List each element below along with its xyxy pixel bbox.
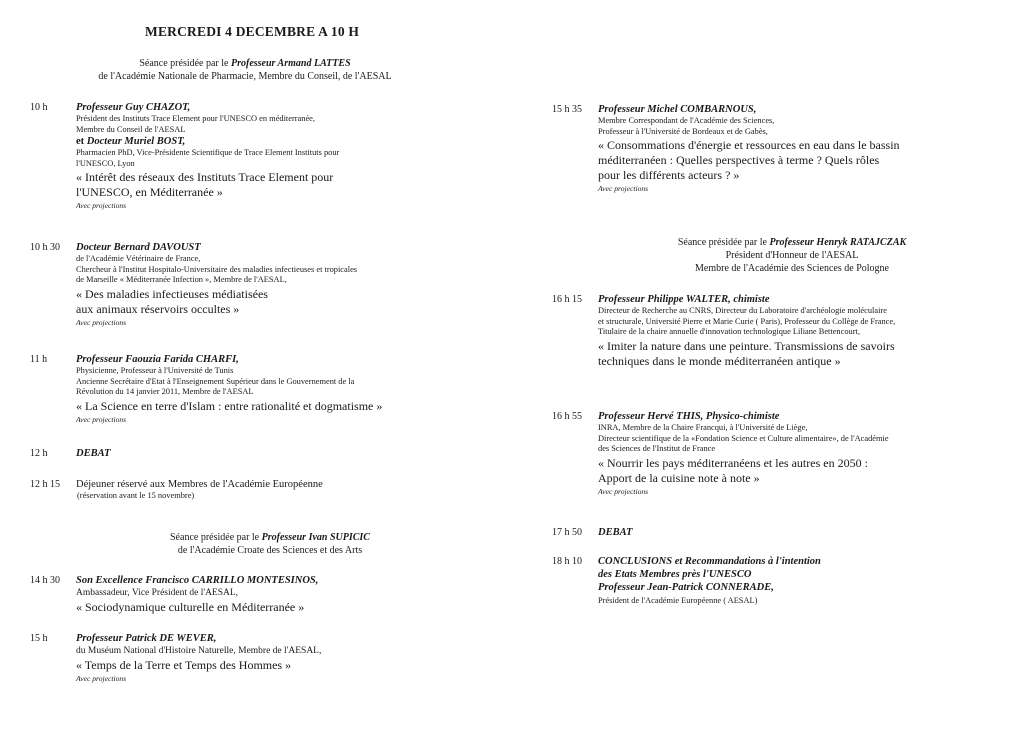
reservation-note: (réservation avant le 15 novembre) (77, 491, 195, 500)
speaker-affiliation: Pharmacien PhD, Vice-Présidente Scientifique de Trace Element Instituts pour (76, 148, 340, 157)
speaker-affiliation: Directeur de Recherche au CNRS, Directeur du Laboratoire d'archéologie moléculaire (598, 306, 887, 315)
slot-time: 12 h 15 (30, 479, 60, 490)
talk-title: « Consommations d'énergie et ressources en eau dans le bassin (598, 138, 900, 152)
slot-time: 12 h (30, 448, 48, 459)
projection-note: Avec projections (76, 674, 127, 683)
speaker-name: Professeur Patrick DE WEVER, (76, 633, 217, 644)
speaker-affiliation: du Muséum National d'Histoire Naturelle, Membre de l'AESAL, (76, 646, 322, 656)
session-chair-1 (30, 57, 460, 83)
speaker-name: Professeur Hervé THIS, Physico-chimiste (598, 411, 780, 422)
chair-prefix: Séance présidée par le (170, 532, 262, 543)
projection-note: Avec projections (76, 317, 127, 327)
speaker-affiliation: et structurale, Université Pierre et Marie Curie ( Paris), Professeur du Collège de France, (598, 316, 896, 326)
speaker-name: Professeur Guy CHAZOT, (76, 102, 191, 113)
conjunction: et (76, 136, 87, 147)
chair-affiliation: Président d'Honneur de l'AESAL (725, 250, 859, 261)
projection-note: Avec projections (76, 201, 127, 210)
talk-title: « Des maladies infectieuses médiatisées (76, 286, 268, 301)
debate-label: DEBAT (76, 448, 111, 459)
talk-title: « Nourrir les pays méditerranéens et les autres en 2050 : (598, 455, 868, 470)
projection-note: Avec projections (598, 184, 649, 193)
speaker-name: Professeur Philippe WALTER, chimiste (598, 294, 770, 305)
speaker-affiliation: de l'Académie Vétérinaire de France, (76, 254, 201, 263)
speaker-name: Professeur Michel COMBARNOUS, (598, 104, 757, 115)
conclusions-title: des Etats Membres près l'UNESCO (598, 569, 752, 580)
debate-label: DEBAT (598, 527, 633, 538)
talk-title: techniques dans le monde méditerranéen antique » (598, 353, 841, 368)
speaker-affiliation: Directeur scientifique de la «Fondation Science et Culture alimentaire», de l'Académie (598, 433, 889, 443)
slot-time: 18 h 10 (552, 556, 582, 567)
speaker-affiliation: Titulaire de la chaire annuelle d'innovation technologique Liliane Bettencourt, (598, 327, 860, 336)
talk-title: pour les différents acteurs ? » (598, 168, 740, 182)
talk-title: aux animaux réservoirs occultes » (76, 301, 240, 316)
speaker-affiliation: Professeur à l'Université de Bordeaux et de Gabès, (598, 126, 768, 136)
projection-note: Avec projections (598, 486, 649, 496)
talk-title: « Imiter la nature dans une peinture. Transmissions de savoirs (598, 338, 895, 353)
chair-name: Professeur Ivan SUPICIC (261, 532, 370, 543)
chair-affiliation: de l'Académie Nationale de Pharmacie, Membre du Conseil, de l'AESAL (98, 71, 392, 82)
speaker-name: Docteur Muriel BOST, (86, 136, 186, 147)
slot-time: 10 h (30, 102, 48, 113)
chair-prefix: Séance présidée par le (139, 58, 231, 69)
talk-title: « Sociodynamique culturelle en Méditerranée » (76, 600, 305, 614)
slot-time: 11 h (30, 354, 48, 365)
conclusions-title: CONCLUSIONS et Recommandations à l'intention (598, 556, 821, 567)
session-chair-3 (582, 236, 1002, 275)
slot-time: 15 h (30, 633, 48, 644)
slot-time: 16 h 15 (552, 294, 582, 305)
speaker-affiliation: Président des Instituts Trace Element pour l'UNESCO en méditerranée, (76, 114, 315, 123)
talk-title: « Intérêt des réseaux des Instituts Trace Element pour (76, 170, 334, 184)
session-chair-2 (30, 531, 510, 557)
chair-name: Professeur Henryk RATAJCZAK (769, 237, 907, 248)
talk-title: « Temps de la Terre et Temps des Hommes » (76, 658, 292, 672)
chair-affiliation: de l'Académie Croate des Sciences et des Arts (177, 545, 363, 556)
speaker-affiliation: Ambassadeur, Vice Président de l'AESAL, (76, 588, 239, 598)
slot-time: 10 h 30 (30, 242, 60, 253)
speaker-affiliation: Membre Correspondant de l'Académie des Sciences, (598, 116, 775, 125)
speaker-affiliation: INRA, Membre de la Chaire Francqui, à l'Université de Liège, (598, 423, 808, 432)
speaker-name: Professeur Faouzia Farida CHARFI, (76, 354, 239, 365)
slot-time: 14 h 30 (30, 575, 60, 586)
slot-time: 17 h 50 (552, 527, 582, 538)
speaker-affiliation: Président de l'Académie Européenne ( AESAL) (598, 596, 758, 605)
chair-affiliation: Membre de l'Académie des Sciences de Pologne (695, 263, 889, 274)
speaker-affiliation: Physicienne, Professeur à l'Université de Tunis (76, 366, 234, 375)
speaker-name: Son Excellence Francisco CARRILLO MONTESINOS, (76, 575, 319, 586)
slot-time: 16 h 55 (552, 411, 582, 422)
speaker-affiliation: des Sciences de l'Institut de France (598, 444, 716, 453)
speaker-affiliation: de Marseille « Méditerranée Infection », Membre de l'AESAL, (76, 275, 287, 284)
projection-note: Avec projections (76, 414, 127, 424)
speaker-affiliation: Chercheur à l'Institut Hospitalo-Universitaire des maladies infectieuses et tropicales (76, 264, 358, 274)
speaker-affiliation: Membre du Conseil de l'AESAL (76, 124, 186, 134)
lunch-text: Déjeuner réservé aux Membres de l'Académie Européenne (76, 479, 323, 490)
speaker-affiliation: Ancienne Secrétaire d'Etat à l'Enseignement Supérieur dans le Gouvernement de la (76, 376, 355, 386)
chair-name: Professeur Armand LATTES (230, 58, 351, 69)
talk-title: Apport de la cuisine note à note » (598, 470, 760, 485)
speaker-name: Docteur Bernard DAVOUST (76, 242, 201, 253)
speaker-name: Professeur Jean-Patrick CONNERADE, (598, 582, 774, 593)
talk-title: méditerranéen : Quelles perspectives à terme ? Quels rôles (598, 153, 880, 167)
talk-title: l'UNESCO, en Méditerranée » (76, 185, 223, 199)
day-title: MERCREDI 4 DECEMBRE A 10 H (145, 24, 360, 39)
speaker-affiliation: Révolution du 14 janvier 2011, Membre de l'AESAL (76, 387, 254, 396)
chair-prefix: Séance présidée par le (677, 237, 770, 248)
talk-title: « La Science en terre d'Islam : entre rationalité et dogmatisme » (76, 398, 383, 413)
speaker-affiliation: l'UNESCO, Lyon (76, 158, 135, 168)
slot-time: 15 h 35 (552, 104, 582, 115)
